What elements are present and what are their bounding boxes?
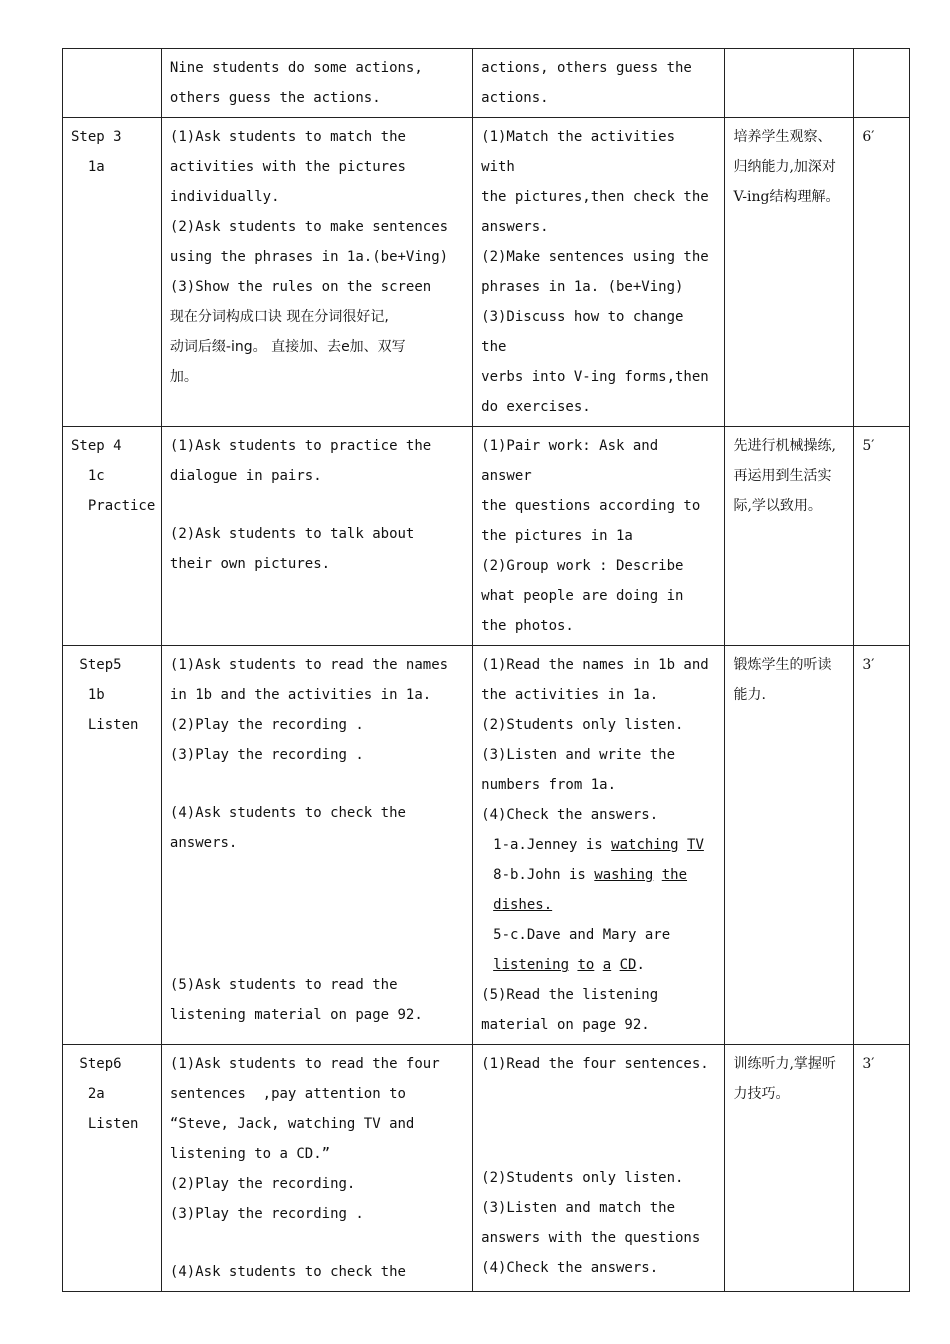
teacher-activity-cell: (1)Ask students to read the four sentences ,pay attention to “Steve, Jack, watching TV and listening to a CD.” (2)Play the recording. (3)Play the recording . (4)Ask students to check the [161, 1045, 472, 1292]
teacher-activity-cell: (1)Ask students to read the names in 1b and the activities in 1a. (2)Play the recording . (3)Play the recording . (4)Ask students to check the answers. (5)Ask students to read the listening material on page 92. [161, 646, 472, 1045]
table-row [63, 118, 910, 427]
time-cell: 3′ [854, 1045, 910, 1292]
goal-cell [725, 49, 854, 118]
answer-line: 5-c.Dave and Mary are [493, 927, 671, 943]
step-cell [63, 49, 162, 118]
student-activity-cell: actions, others guess the actions. [473, 49, 725, 118]
student-activity-cell: (1)Match the activities with the pictures,then check the answers. (2)Make sentences using the phrases in 1a. (be+Ving) (3)Discuss how to change the verbs into V-ing forms,then do exercises. [473, 118, 725, 427]
answer-line: listening to a CD. [493, 957, 645, 973]
time-cell: 3′ [854, 646, 910, 1045]
goal-cell: 先进行机械操练,再运用到生活实际,学以致用。 [725, 427, 854, 646]
student-activity-cell: (1)Pair work: Ask and answer the questions according to the pictures in 1a (2)Group work : Describe what people are doing in the photos. [473, 427, 725, 646]
table-row [63, 1045, 910, 1292]
student-activity-cell: (1)Read the four sentences. (2)Students only listen. (3)Listen and match the answers with the questions (4)Check the answers. [473, 1045, 725, 1292]
answer-line: dishes. [493, 897, 553, 913]
time-cell [854, 49, 910, 118]
goal-cell: 锻炼学生的听读能力. [725, 646, 854, 1045]
teacher-activity-cell: (1)Ask students to match the activities with the pictures individually. (2)Ask students to make sentences using the phrases in 1a.(be+Ving) (3)Show the rules on the screen 现在分词构成口诀 现在分词很好记, 动词后缀-ing。 直接加、去e加、双写 加。 [161, 118, 472, 427]
table-row [63, 427, 910, 646]
step-cell: Step5 1b Listen [63, 646, 162, 1045]
student-activity-cell: (1)Read the names in 1b and the activities in 1a. (2)Students only listen. (3)Listen and write the numbers from 1a. (4)Check the answers. 1-a.Jenney is watching TV 8-b.John is washing the dishes. 5-c.Dave and Mary are listening to a CD. (5)Read the listening material on page 92. [473, 646, 725, 1045]
goal-cell: 培养学生观察、归纳能力,加深对V-ing结构理解。 [725, 118, 854, 427]
answer-line: 8-b.John is washing the [493, 867, 688, 883]
teacher-activity-cell: (1)Ask students to practice the dialogue in pairs. (2)Ask students to talk about their own pictures. [161, 427, 472, 646]
lesson-plan-table [62, 48, 910, 1292]
teacher-activity-cell: Nine students do some actions, others guess the actions. [161, 49, 472, 118]
table-row [63, 49, 910, 118]
time-cell: 6′ [854, 118, 910, 427]
table-row [63, 646, 910, 1045]
goal-cell: 训练听力,掌握听力技巧。 [725, 1045, 854, 1292]
step-cell: Step 4 1c Practice [63, 427, 162, 646]
step-cell: Step 3 1a [63, 118, 162, 427]
time-cell: 5′ [854, 427, 910, 646]
answer-line: 1-a.Jenney is watching TV [493, 837, 704, 853]
step-cell: Step6 2a Listen [63, 1045, 162, 1292]
